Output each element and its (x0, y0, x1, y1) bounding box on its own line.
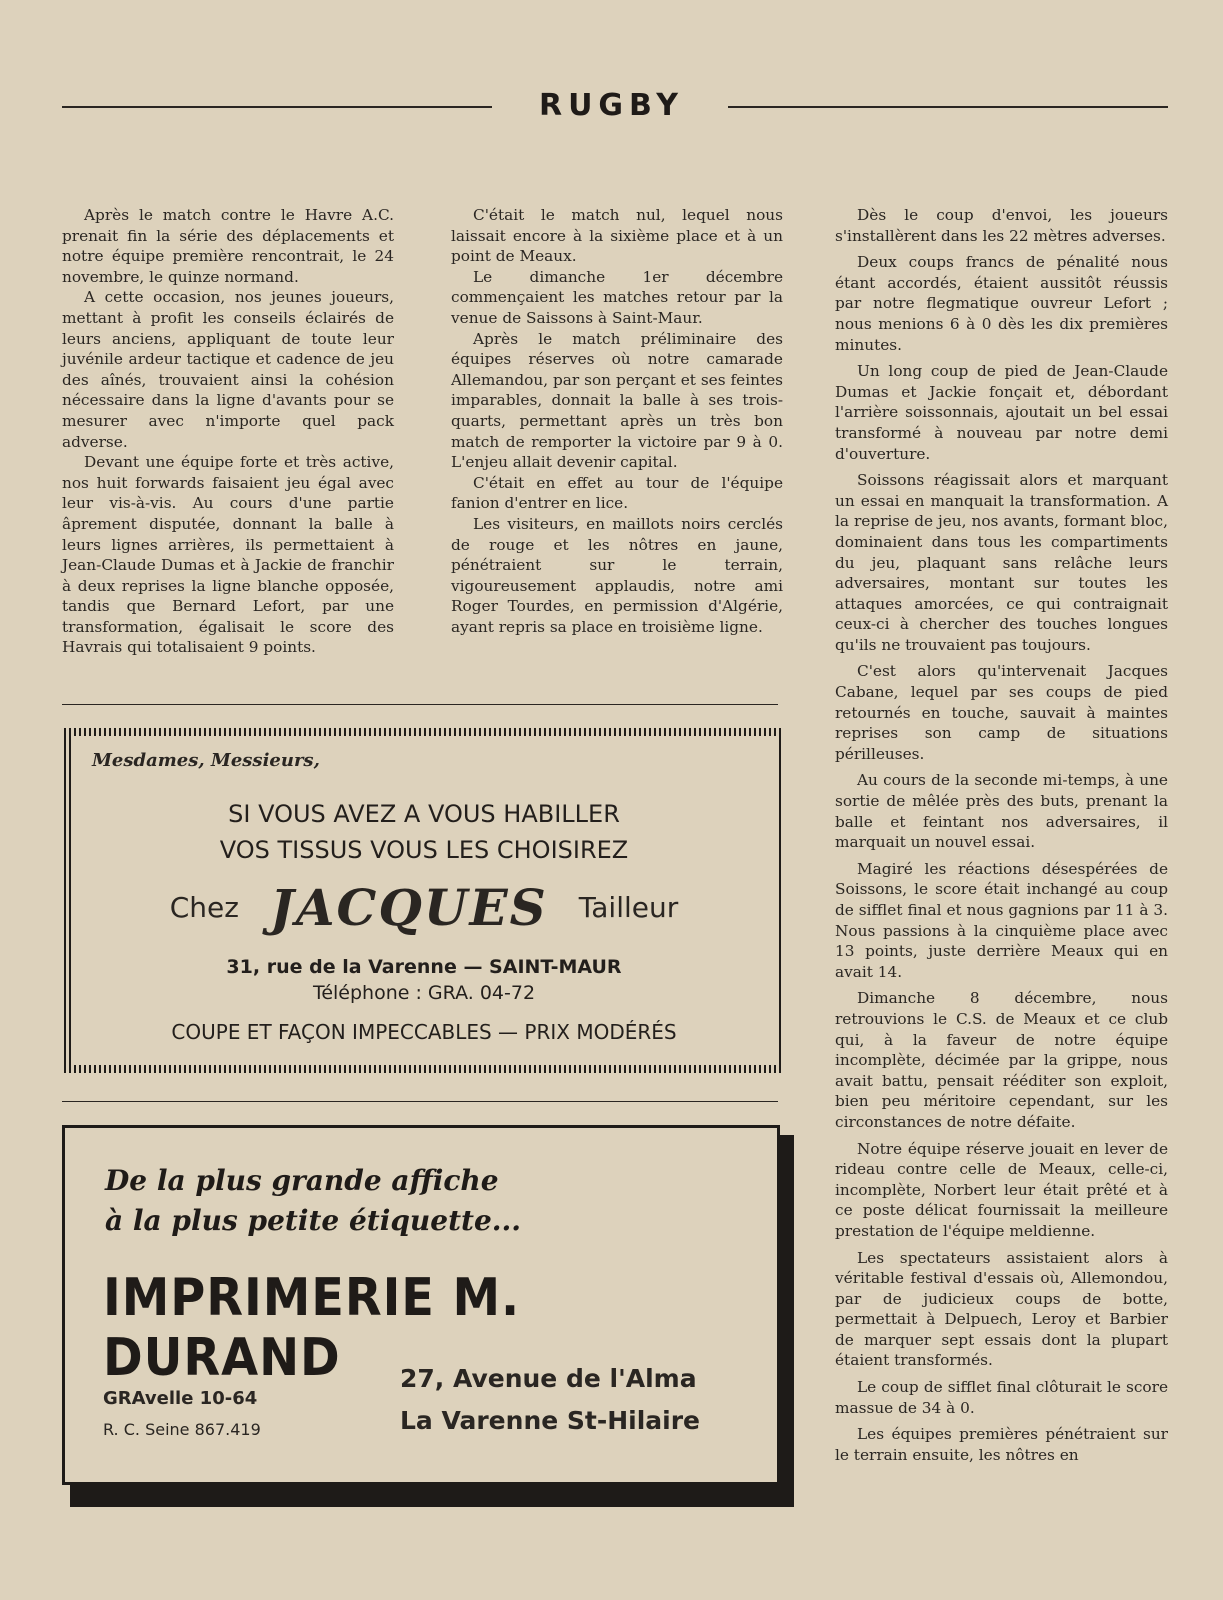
paragraph: Deux coups francs de pénalité nous étant accordés, étaient aussitôt réussis par notre flegmatique ouvreur Lefort ; nous menions 6 à 0 dès les dix premières minutes. (835, 253, 1168, 354)
paragraph: Le coup de sifflet final clôturait le score massue de 34 à 0. (835, 1378, 1168, 1417)
ad-address-line-1: 27, Avenue de l'Alma (400, 1364, 697, 1393)
ad-phone: GRAvelle 10-64 (103, 1388, 258, 1409)
paragraph: Au cours de la seconde mi-temps, à une sortie de mêlée près des buts, prenant la balle et feintant nos adversaires, il marquait un nouvel essai. (835, 771, 1168, 852)
paragraph: C'est alors qu'intervenait Jacques Cabane, lequel par ses coups de pied retournés en touche, sauvait à maintes reprises son camp de situations périlleuses. (835, 662, 1168, 763)
ad-shadow (780, 1135, 794, 1507)
paragraph: Soissons réagissait alors et marquant un essai en manquait la transformation. A la reprise de jeu, nos avants, formant bloc, dominaient dans tous les compartiments du jeu, plaquant sans relâche leurs adversaires, montant sur toutes les attaques amorcées, ce qui contraignait ceux-ci à chercher des touches longues qu'ils ne trouvaient pas toujours. (835, 471, 1168, 654)
ad-line-1: SI VOUS AVEZ A VOUS HABILLER (228, 800, 620, 828)
ad-registration: R. C. Seine 867.419 (103, 1420, 261, 1439)
separator-rule (62, 1101, 778, 1102)
ad-chez: Chez (169, 891, 239, 924)
ad-trade: Tailleur (578, 891, 679, 924)
paragraph: Dimanche 8 décembre, nous retrouvions le C.S. de Meaux et ce club qui, à la faveur de notre équipe incomplète, décimée par la grippe, nous avait battu, pensait rééditer son exploit, bien peu méritoire cependant, sur les circonstances de notre défaite. (835, 989, 1168, 1131)
paragraph: Le dimanche 1er décembre commençaient les matches retour par la venue de Saissons à Saint-Maur. (451, 267, 783, 327)
paragraph: Un long coup de pied de Jean-Claude Dumas et Jackie fonçait et, débordant l'arrière soissonnais, ajoutait un bel essai transformé à nouveau par notre demi d'ouverture. (835, 362, 1168, 463)
ad-company-name: IMPRIMERIE M. DURAND (103, 1268, 521, 1388)
paragraph: Devant une équipe forte et très active, nos huit forwards faisaient jeu égal avec leur vis-à-vis. Au cours d'une partie âprement disputée, donnant la balle à leurs lignes arrières, ils permettaient à Jean-Claude Dumas et à Jackie de franchir à deux reprises la ligne blanche opposée, tandis que Bernard Lefort, par une transformation, égalisait le score des Havrais qui totalisaient 9 points. (62, 453, 394, 657)
ad-tagline: COUPE ET FAÇON IMPECCABLES — PRIX MODÉRÉS (171, 1020, 677, 1044)
ad-slogan-2: à la plus petite étiquette... (105, 1204, 522, 1237)
paragraph: Les spectateurs assistaient alors à véritable festival d'essais où, Allemondou, par de judicieux coups de botte, permettait à Delpuech, Leroy et Barbier de marquer sept essais dont la plupart étaient transformés. (835, 1248, 1168, 1370)
paragraph: C'était le match nul, lequel nous laissait encore à la sixième place et à un point de Meaux. (451, 206, 783, 266)
paragraph: Magiré les réactions désespérées de Soissons, le score était inchangé au coup de sifflet final et nous gagnions par 11 à 3. Nous passions à la cinquième place avec 13 points, juste derrière Meaux qui en avait 14. (835, 859, 1168, 981)
paragraph: Après le match contre le Havre A.C. prenait fin la série des déplacements et notre équipe première rencontrait, le 24 novembre, le quinze normand. (62, 206, 394, 286)
paragraph: Après le match préliminaire des équipes réserves où notre camarade Allemandou, par son perçant et ses feintes imparables, donnait la balle à ses trois-quarts, permettant après un très bon match de remporter la victoire par 9 à 0. L'enjeu allait devenir capital. (451, 329, 783, 472)
paragraph: Notre équipe réserve jouait en lever de rideau contre celle de Meaux, celle-ci, incomplète, Norbert leur était prêté et à ce poste délicat fournissait la meilleure prestation de l'équipe meldienne. (835, 1139, 1168, 1240)
article-column-2 (451, 205, 783, 637)
ad-greeting: Mesdames, Messieurs, (92, 750, 320, 771)
paragraph: A cette occasion, nos jeunes joueurs, mettant à profit les conseils éclairés de leurs anciens, appliquant de toute leur juvénile ardeur tactique et cadence de jeu des aînés, trouvaient ainsi la cohésion nécessaire dans la ligne d'avants pour se mesurer avec n'importe quel pack adverse. (62, 288, 394, 451)
ad-slogan-1: De la plus grande affiche (105, 1164, 499, 1197)
paragraph: Les équipes premières pénétraient sur le terrain ensuite, les nôtres en (835, 1425, 1168, 1464)
ad-brand-name: JACQUES (270, 878, 548, 937)
ad-shadow (70, 1485, 794, 1507)
ad-address-line-2: La Varenne St-Hilaire (400, 1406, 701, 1435)
ad-address: 31, rue de la Varenne — SAINT-MAUR (226, 956, 622, 978)
imprimerie-advertisement (62, 1125, 780, 1485)
article-column-1 (62, 205, 394, 658)
article-column-3 (835, 205, 1168, 1471)
ad-phone: Téléphone : GRA. 04-72 (312, 982, 536, 1004)
ad-brand-row (72, 878, 776, 937)
paragraph: C'était en effet au tour de l'équipe fanion d'entrer en lice. (451, 473, 783, 513)
header-rule-right (728, 106, 1168, 108)
paragraph: Les visiteurs, en maillots noirs cerclés de rouge et les nôtres en jaune, pénétraient sur le terrain, vigoureusement applaudis, notre ami Roger Tourdes, en permission d'Algérie, ayant repris sa place en troisième ligne. (451, 514, 783, 636)
ad-line-2: VOS TISSUS VOUS LES CHOISIREZ (219, 836, 629, 864)
paragraph: Dès le coup d'envoi, les joueurs s'installèrent dans les 22 mètres adverses. (835, 206, 1168, 245)
tailleur-advertisement (64, 728, 784, 1073)
separator-rule (62, 704, 778, 705)
section-title: RUGBY (538, 88, 685, 123)
